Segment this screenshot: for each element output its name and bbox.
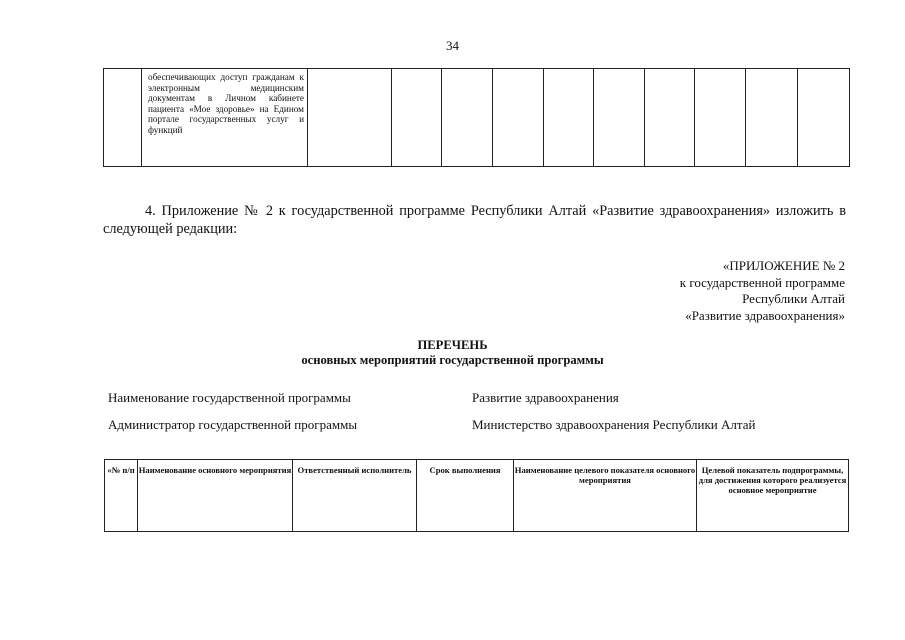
table-cell bbox=[594, 69, 645, 167]
table-row bbox=[104, 69, 850, 167]
table-cell bbox=[544, 69, 594, 167]
table-cell bbox=[308, 69, 392, 167]
table-cell bbox=[442, 69, 493, 167]
appendix-line: к государственной программе bbox=[679, 274, 845, 290]
paragraph-text: 4. Приложение № 2 к государственной программе Республики Алтай «Развитие здравоохранения» изложить в следующей редакции: bbox=[103, 203, 846, 237]
column-header: Наименование целевого показателя основного мероприятия bbox=[514, 460, 697, 532]
heading-title: ПЕРЕЧЕНЬ bbox=[417, 338, 488, 352]
column-header: Наименование основного мероприятия bbox=[138, 460, 293, 532]
table-cell bbox=[695, 69, 746, 167]
table-cell bbox=[798, 69, 850, 167]
measures-table bbox=[104, 459, 849, 532]
program-admin-value: Министерство здравоохранения Республики Алтай bbox=[472, 417, 756, 432]
program-admin-label: Администратор государственной программы bbox=[108, 417, 358, 432]
page-number: 34 bbox=[446, 38, 459, 53]
appendix-line: Республики Алтай bbox=[742, 291, 845, 306]
table-cell bbox=[142, 69, 308, 167]
column-header: Срок выполнения bbox=[417, 460, 514, 532]
document-heading bbox=[0, 338, 905, 368]
program-name-label: Наименование государственной программы bbox=[108, 390, 351, 405]
measure-description: обеспечивающих доступ гражданам к электронным медицинским документам в Личном кабинете пациента «Мое здоровье» на Едином портале государственных услуг и функций bbox=[148, 72, 304, 135]
amendment-paragraph bbox=[103, 202, 846, 238]
program-name-value: Развитие здравоохранения bbox=[472, 390, 619, 405]
table-cell bbox=[104, 69, 142, 167]
table-cell bbox=[392, 69, 442, 167]
continuation-table bbox=[103, 68, 850, 167]
appendix-line: «ПРИЛОЖЕНИЕ № 2 bbox=[722, 258, 845, 273]
heading-subtitle: основных мероприятий государственной программы bbox=[301, 353, 604, 367]
table-cell bbox=[493, 69, 544, 167]
column-header: Ответственный исполнитель bbox=[293, 460, 417, 532]
column-header: «№ п/п bbox=[105, 460, 138, 532]
table-header-row bbox=[105, 460, 849, 532]
table-cell bbox=[645, 69, 695, 167]
appendix-header bbox=[680, 258, 845, 324]
column-header: Целевой показатель подпрограммы, для достижения которого реализуется основное мероприятие bbox=[697, 460, 849, 532]
appendix-line: «Развитие здравоохранения» bbox=[685, 307, 845, 323]
table-cell bbox=[746, 69, 798, 167]
